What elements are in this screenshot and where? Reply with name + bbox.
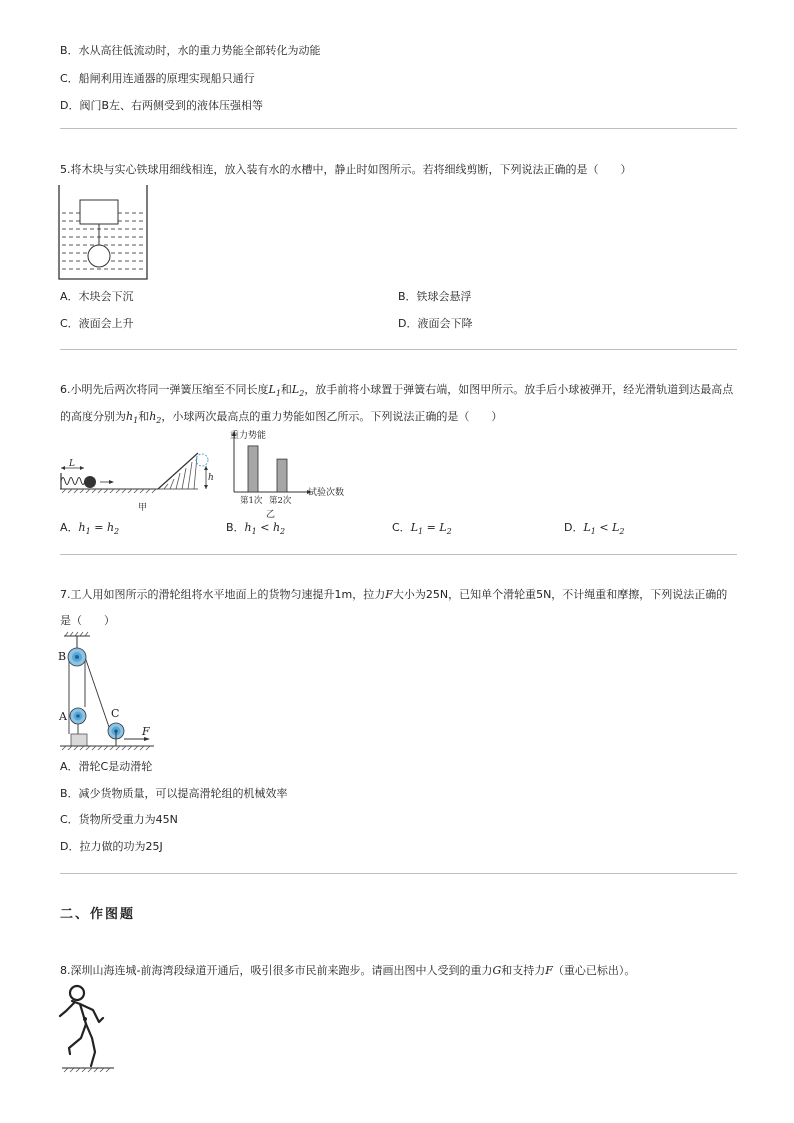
q4-option-b: B．水从高往低流动时，水的重力势能全部转化为动能 bbox=[60, 44, 321, 57]
pulley-a bbox=[70, 708, 86, 724]
cargo bbox=[71, 734, 87, 746]
x-axis-label: 试验次数 bbox=[308, 488, 345, 498]
q6-option-a: A．$h_1 = h_2$ bbox=[60, 521, 120, 537]
pulley-b bbox=[68, 648, 86, 666]
label-force-f: F bbox=[142, 725, 150, 738]
label-pulley-c: C bbox=[111, 707, 120, 720]
q7-option-c: C．货物所受重力为45N bbox=[60, 813, 178, 826]
iron-ball bbox=[88, 245, 110, 267]
highest-point-ball bbox=[196, 454, 208, 466]
q6-stem-line1: 6.小明先后两次将同一弹簧压缩至不同长度$L_1$和$L_2$，放手前将小球置于弹簧右端，如图甲所示。放手后小球被弹开，经光滑轨道到达最高点 bbox=[60, 383, 734, 399]
q8-runner-figure bbox=[58, 982, 118, 1074]
q8-stem: 8.深圳山海连城-前海湾段绿道开通后，吸引很多市民前来跑步。请画出图中人受到的重力G和支持力F（重心已标出）。 bbox=[60, 964, 636, 977]
wood-block bbox=[80, 200, 118, 224]
q6-stem-line2: 的高度分别为$h_1$和$h_2$，小球两次最高点的重力势能如图乙所示。下列说法正确的是（ ） bbox=[60, 410, 503, 426]
label-L: L bbox=[69, 459, 75, 469]
spring bbox=[61, 478, 85, 485]
divider bbox=[60, 128, 737, 129]
q7-stem-line2: 是（ ） bbox=[60, 614, 115, 627]
q6-option-c: C．$L_1 = L_2$ bbox=[392, 521, 452, 537]
q6-option-d: D．$L_1 < L_2$ bbox=[564, 521, 625, 537]
label-jia: 甲 bbox=[138, 503, 148, 513]
q7-stem-line1: 7.工人用如图所示的滑轮组将水平地面上的货物匀速提升1m，拉力F大小为25N，已知单个滑轮重5N，不计绳重和摩擦，下列说法正确的 bbox=[60, 588, 728, 601]
x-tick-label: 第2次 bbox=[269, 496, 292, 506]
q7-option-d: D．拉力做的功为25J bbox=[60, 840, 163, 853]
label-yi: 乙 bbox=[266, 510, 276, 520]
q7-option-a: A．滑轮C是动滑轮 bbox=[60, 760, 153, 773]
q5-option-c: C．液面会上升 bbox=[60, 317, 134, 330]
label-pulley-a: A bbox=[59, 710, 67, 723]
ball bbox=[84, 476, 96, 488]
q7-pulley-system-figure bbox=[58, 632, 158, 754]
q5-water-tank-figure bbox=[58, 183, 148, 281]
y-axis-label: 重力势能 bbox=[230, 431, 267, 441]
q5-option-a: A．木块会下沉 bbox=[60, 290, 134, 303]
q4-option-c: C．船闸利用连通器的原理实现船只通行 bbox=[60, 72, 255, 85]
q5-option-b: B．铁球会悬浮 bbox=[398, 290, 472, 303]
divider bbox=[60, 349, 737, 350]
label-pulley-b: B bbox=[58, 650, 67, 663]
q6-spring-track-figure bbox=[58, 447, 218, 517]
q6-option-b: B．$h_1 < h_2$ bbox=[226, 521, 286, 537]
section-title: 二、作图题 bbox=[60, 907, 136, 922]
q6-energy-bar-chart bbox=[228, 427, 358, 519]
x-tick-label: 第1次 bbox=[240, 496, 263, 506]
q7-option-b: B．减少货物质量，可以提高滑轮组的机械效率 bbox=[60, 787, 288, 800]
bar-1 bbox=[248, 446, 258, 492]
q4-option-d: D．阀门B左、右两侧受到的液体压强相等 bbox=[60, 99, 264, 112]
bar-2 bbox=[277, 459, 287, 492]
label-h: h bbox=[208, 473, 214, 483]
divider bbox=[60, 554, 737, 555]
center-of-gravity bbox=[83, 1017, 87, 1021]
q5-stem: 5.将木块与实心铁球用细线相连，放入装有水的水槽中，静止时如图所示。若将细线剪断，下列说法正确的是（ ） bbox=[60, 163, 632, 176]
divider bbox=[60, 873, 737, 874]
q5-option-d: D．液面会下降 bbox=[398, 317, 473, 330]
